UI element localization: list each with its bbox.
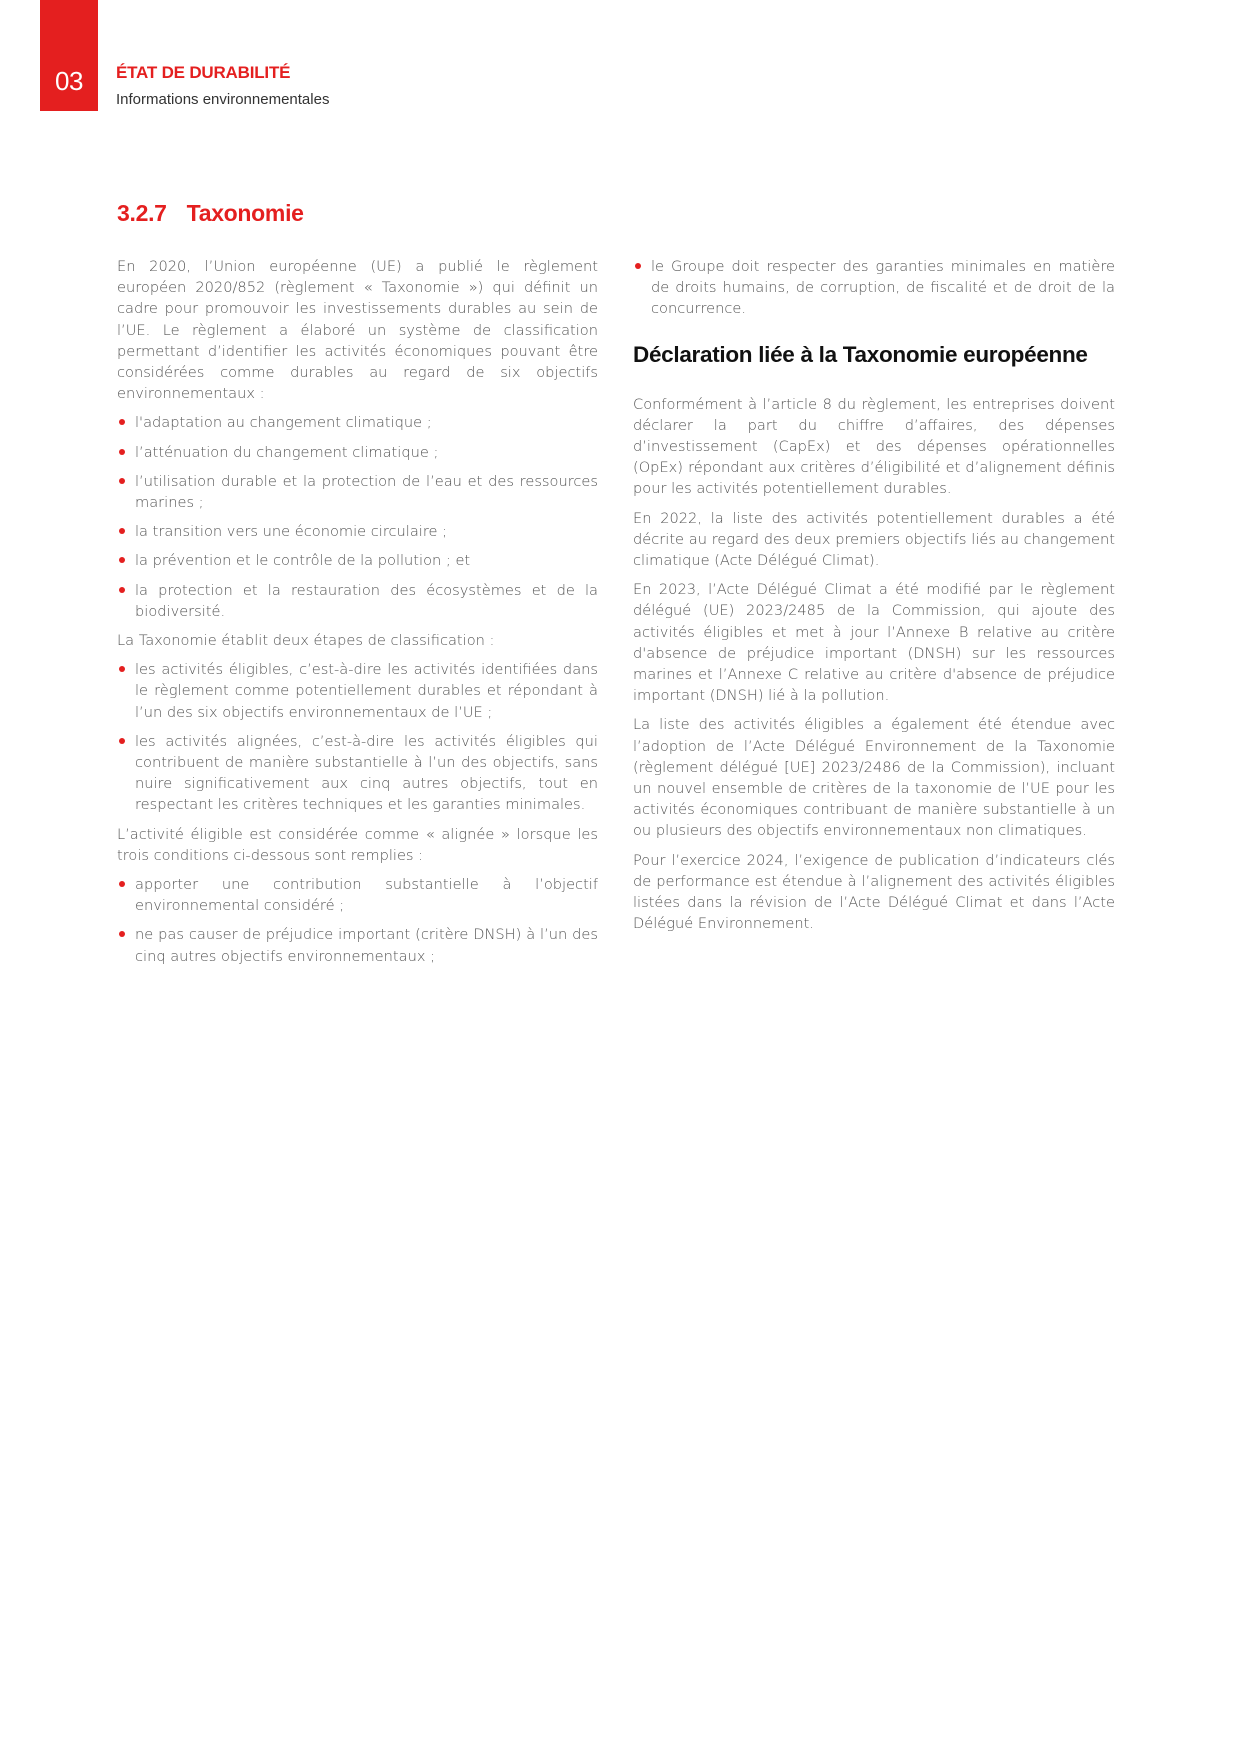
conditions-list-continued: [633, 256, 1115, 320]
list-item: ne pas causer de préjudice important (critère DNSH) à l’un des cinq autres objectifs environnementaux ;: [117, 924, 598, 966]
conditions-list: [117, 874, 598, 967]
bullet-icon: [119, 931, 125, 937]
section-title: [117, 200, 304, 227]
paragraph: La liste des activités éligibles a également été étendue avec l’adoption de l’Acte Délégué Environnement de la Taxonomie (règlement délégué [UE] 2023/2486 de la Commission), incluant un nouvel ensemble de critères de la taxonomie de l’UE pour les activités économiques contribuant de manière substantielle à un ou plusieurs des objectifs environnementaux non climatiques.: [633, 716, 1115, 840]
section-number: 3.2.7: [117, 200, 167, 226]
chapter-number: 03: [55, 66, 83, 96]
objectives-list: [117, 412, 598, 622]
bullet-icon: [119, 557, 125, 563]
list-item: l'adaptation au changement climatique ;: [117, 412, 598, 433]
list-item: les activités alignées, c’est-à-dire les activités éligibles qui contribuent de manière substantielle à l’un des objectifs, sans nuire significativement aux cinq autres objectifs, tout en respectant les critères techniques et les garanties minimales.: [117, 731, 598, 816]
list-item: apporter une contribution substantielle à l’objectif environnemental considéré ;: [117, 874, 598, 916]
paragraph: Conformément à l’article 8 du règlement, les entreprises doivent déclarer la part du chiffre d’affaires, des dépenses d’investissement (CapEx) et des dépenses opérationnelles (OpEx) répondant aux critères d’éligibilité et d’alignement définis pour les activités potentiellement durables.: [633, 395, 1115, 498]
paragraph: En 2023, l’Acte Délégué Climat a été modifié par le règlement délégué (UE) 2023/2485 de la Commission, qui ajoute des activités éligibles et met à jour l’Annexe B relative au critère d'absence de préjudice important (DNSH) sur les ressources marines et l’Annexe C relative au critère d'absence de préjudice important (DNSH) lié à la pollution.: [633, 581, 1115, 705]
section-title-text: Taxonomie: [186, 200, 304, 226]
conditions-intro: L’activité éligible est considérée comme « alignée » lorsque les trois conditions ci-dessous sont remplies :: [117, 825, 598, 864]
list-item: l’atténuation du changement climatique ;: [117, 442, 598, 463]
bullet-icon: [119, 419, 125, 425]
list-item: la protection et la restauration des écosystèmes et de la biodiversité.: [117, 580, 598, 622]
paragraph: Pour l’exercice 2024, l’exigence de publication d’indicateurs clés de performance est étendue à l’alignement des activités éligibles listées dans la révision de l’Acte Délégué Climat et dans l’Acte Délégué Environnement.: [633, 851, 1115, 933]
bullet-icon: [119, 528, 125, 534]
bullet-icon: [119, 881, 125, 887]
subheading: Déclaration liée à la Taxonomie européenne: [633, 341, 1088, 367]
list-item: l’utilisation durable et la protection de l’eau et des ressources marines ;: [117, 471, 598, 513]
list-item: le Groupe doit respecter des garanties minimales en matière de droits humains, de corruption, de fiscalité et de droit de la concurrence.: [633, 256, 1115, 320]
bullet-icon: [119, 478, 125, 484]
header-title: ÉTAT DE DURABILITÉ: [116, 63, 291, 82]
list-item: la transition vers une économie circulaire ;: [117, 521, 598, 542]
intro-paragraph: En 2020, l’Union européenne (UE) a publié le règlement européen 2020/852 (règlement « Taxonomie ») qui définit un cadre pour promouvoir les investissements durables au sein de l’UE. Le règlement a élaboré un système de classification permettant d’identifier les activités économiques pouvant être considérées comme durables au regard de six objectifs environnementaux :: [117, 258, 598, 403]
list-item: les activités éligibles, c’est-à-dire les activités identifiées dans le règlement comme potentiellement durables et répondant à l’un des six objectifs environnementaux de l’UE ;: [117, 659, 598, 723]
chapter-tab: [40, 0, 98, 111]
bullet-icon: [119, 666, 125, 672]
bullet-icon: [119, 449, 125, 455]
classification-intro: La Taxonomie établit deux étapes de classification :: [117, 632, 495, 650]
bullet-icon: [119, 587, 125, 593]
right-column: [633, 256, 1115, 942]
bullet-icon: [635, 263, 641, 269]
left-column: [117, 256, 598, 975]
header-subtitle: Informations environnementales: [116, 91, 330, 108]
list-item: la prévention et le contrôle de la pollution ; et: [117, 550, 598, 571]
bullet-icon: [119, 738, 125, 744]
paragraph: En 2022, la liste des activités potentiellement durables a été décrite au regard des deux premiers objectifs liés au changement climatique (Acte Délégué Climat).: [633, 509, 1115, 570]
classification-list: [117, 659, 598, 815]
